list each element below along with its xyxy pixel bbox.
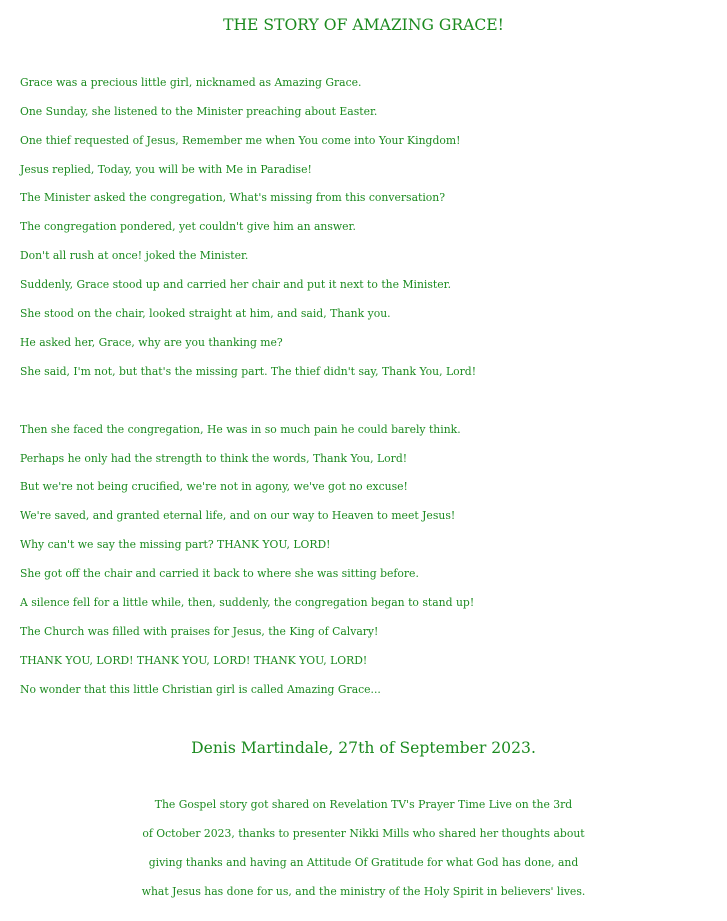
- spacer: [0, 705, 727, 734]
- note-line: what Jesus has done for us, and the ministry of the Holy Spirit in believers' lives.: [141, 885, 586, 899]
- story-line: Grace was a precious little girl, nicknamed as Amazing Grace.: [20, 75, 362, 89]
- broadcast-note: [0, 791, 727, 907]
- story-line: She stood on the chair, looked straight at him, and said, Thank you.: [20, 307, 391, 321]
- note-line: of October 2023, thanks to presenter Nikki Mills who shared her thoughts about: [142, 827, 585, 841]
- story-paragraph-1: [0, 69, 727, 387]
- story-line: She got off the chair and carried it back to where she was sitting before.: [20, 567, 419, 581]
- story-line: We're saved, and granted eternal life, and on our way to Heaven to meet Jesus!: [20, 509, 456, 523]
- story-line: THANK YOU, LORD! THANK YOU, LORD! THANK YOU, LORD!: [20, 653, 368, 667]
- story-line: She said, I'm not, but that's the missing part. The thief didn't say, Thank You, Lord!: [20, 364, 477, 378]
- story-line: One thief requested of Jesus, Remember me when You come into Your Kingdom!: [20, 133, 461, 147]
- note-line: The Gospel story got shared on Revelation TV's Prayer Time Live on the 3rd: [154, 798, 573, 812]
- story-line: Perhaps he only had the strength to think the words, Thank You, Lord!: [20, 451, 408, 465]
- story-line: The Minister asked the congregation, What's missing from this conversation?: [20, 191, 446, 205]
- spacer: [0, 387, 727, 416]
- story-line: Jesus replied, Today, you will be with Me in Paradise!: [20, 162, 312, 176]
- story-line: The Church was filled with praises for Jesus, the King of Calvary!: [20, 625, 379, 638]
- story-line: But we're not being crucified, we're not in agony, we've got no excuse!: [20, 480, 408, 494]
- story-line: One Sunday, she listened to the Minister preaching about Easter.: [20, 104, 378, 118]
- author-signature: Denis Martindale, 27th of September 2023.: [191, 738, 536, 757]
- story-title: THE STORY OF AMAZING GRACE!: [223, 16, 504, 34]
- story-line: He asked her, Grace, why are you thanking me?: [20, 335, 283, 349]
- story-line: A silence fell for a little while, then, suddenly, the congregation began to stand up!: [20, 596, 475, 610]
- story-line: Suddenly, Grace stood up and carried her chair and put it next to the Minister.: [20, 278, 452, 292]
- story-line: Don't all rush at once! joked the Minister.: [20, 249, 249, 263]
- story-line: No wonder that this little Christian girl is called Amazing Grace...: [20, 682, 381, 696]
- story-line: The congregation pondered, yet couldn't give him an answer.: [20, 220, 356, 234]
- story-line: Then she faced the congregation, He was in so much pain he could barely think.: [20, 422, 461, 436]
- story-paragraph-2: [0, 416, 727, 705]
- story-line: Why can't we say the missing part? THANK YOU, LORD!: [20, 538, 331, 552]
- spacer: [0, 40, 727, 69]
- spacer: [0, 763, 727, 792]
- note-line: giving thanks and having an Attitude Of Gratitude for what God has done, and: [148, 856, 579, 870]
